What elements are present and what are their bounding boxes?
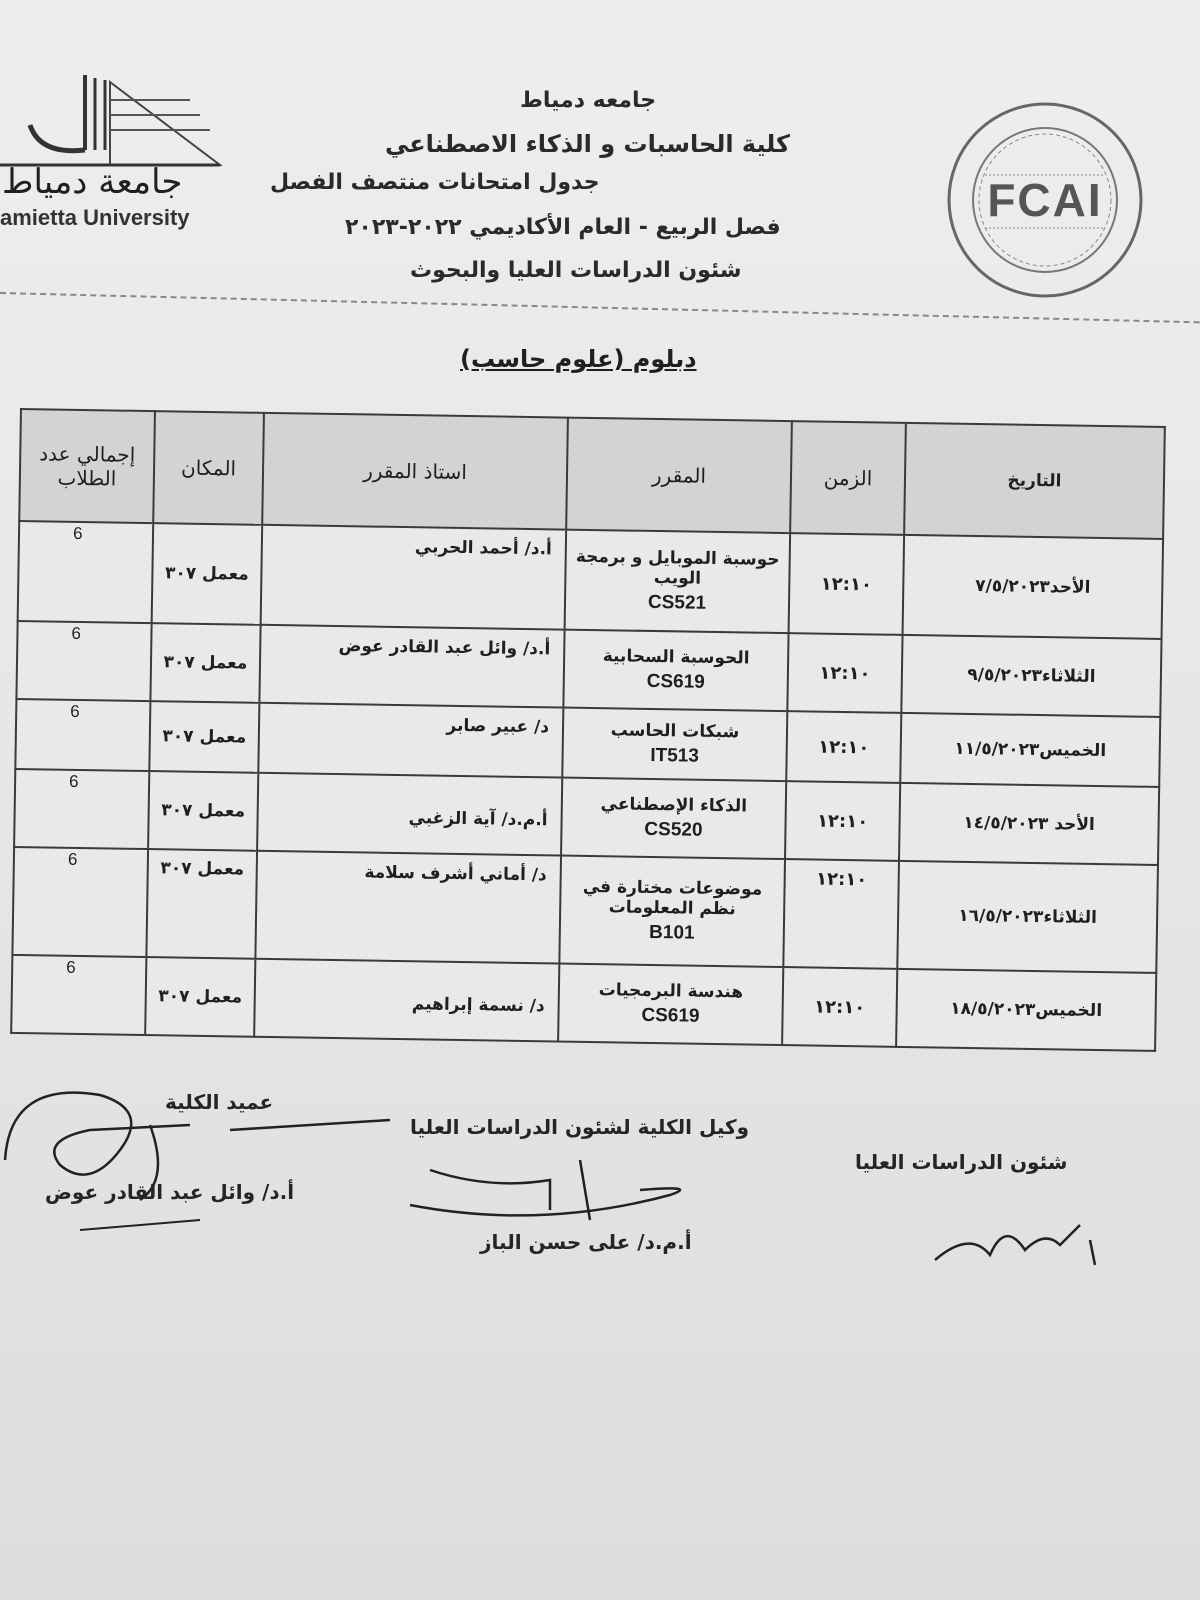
student-count: 6 xyxy=(66,957,76,977)
course-name: الذكاء الإصطناعي xyxy=(600,794,748,817)
student-count: 6 xyxy=(71,623,82,643)
course-name: موضوعات مختارة في نظم المعلومات xyxy=(582,876,763,920)
cell-time: ١٢:١٠ xyxy=(786,711,901,783)
cell-professor xyxy=(255,851,561,964)
exam-table xyxy=(10,408,1166,1052)
cell-count xyxy=(14,769,149,849)
cell-place xyxy=(145,957,255,1037)
cell-professor xyxy=(258,703,563,778)
table-row xyxy=(18,521,1163,639)
cell-course xyxy=(565,530,791,634)
program-title: دبلوم (علوم حاسب) xyxy=(460,345,697,373)
cell-date: الثلاثاء٩/٥/٢٠٢٣ xyxy=(901,635,1161,717)
cell-course xyxy=(559,856,785,968)
cell-professor xyxy=(261,525,567,630)
student-count: 6 xyxy=(70,701,80,721)
course-code: IT513 xyxy=(650,744,700,767)
vice-dean-title: وكيل الكلية لشئون الدراسات العليا xyxy=(410,1115,750,1139)
header-semester: فصل الربيع - العام الأكاديمي ٢٠٢٢-٢٠٢٣ xyxy=(345,215,781,240)
cell-date: الخميس١١/٥/٢٠٢٣ xyxy=(900,713,1160,787)
course-code: CS619 xyxy=(641,1004,700,1027)
header-time: الزمن xyxy=(790,421,906,535)
cell-place xyxy=(150,623,260,703)
cell-date: الثلاثاء١٦/٥/٢٠٢٣ xyxy=(897,861,1158,973)
table-header-row xyxy=(19,409,1165,539)
cell-course xyxy=(558,964,783,1046)
professor-name: د/ نسمة إبراهيم xyxy=(411,994,545,1017)
course-code: CS520 xyxy=(644,818,703,841)
cell-time: ١٢:١٠ xyxy=(789,533,905,635)
cell-count xyxy=(15,699,150,771)
dean-signature-icon xyxy=(0,1070,400,1250)
cell-professor xyxy=(254,959,559,1042)
professor-name: د/ عبير صابر xyxy=(446,715,550,738)
exam-schedule-table xyxy=(10,408,1140,1052)
place-name: معمل ٣٠٧ xyxy=(160,858,245,880)
place-name: معمل ٣٠٧ xyxy=(163,652,248,674)
header-course: المقرر xyxy=(566,418,792,534)
course-code: CS619 xyxy=(646,670,705,693)
professor-name: أ.د/ وائل عبد القادر عوض xyxy=(338,636,551,660)
course-name: هندسة البرمجيات xyxy=(598,980,744,1003)
place-name: معمل ٣٠٧ xyxy=(162,726,247,748)
cell-count xyxy=(16,621,151,701)
header-faculty: كلية الحاسبات و الذكاء الاصطناعي xyxy=(385,130,791,158)
dean-title: عميد الكلية xyxy=(165,1090,274,1114)
university-logo xyxy=(0,70,240,240)
place-name: معمل ٣٠٧ xyxy=(158,986,243,1008)
professor-name: أ.د/ أحمد الحربي xyxy=(414,537,553,560)
professor-name: د/ أماني أشرف سلامة xyxy=(364,862,547,886)
course-name: حوسبة الموبايل و برمجة الويب xyxy=(575,546,780,589)
table-row xyxy=(11,955,1156,1051)
vice-dean-signature-icon xyxy=(400,1150,720,1240)
cell-date: الأحد ١٤/٥/٢٠٢٣ xyxy=(899,783,1159,865)
student-count: 6 xyxy=(72,523,83,543)
header-place: المكان xyxy=(153,411,264,525)
cell-professor xyxy=(259,625,564,708)
student-count: 6 xyxy=(68,771,79,791)
seal-text: FCAI xyxy=(987,174,1103,226)
cell-place xyxy=(149,701,259,773)
cell-place xyxy=(148,771,258,851)
header-university: جامعه دمياط xyxy=(520,88,657,113)
header-date: التاريخ xyxy=(904,423,1165,539)
cell-professor xyxy=(257,773,562,856)
course-name: الحوسبة السحابية xyxy=(602,646,750,669)
cell-time: ١٢:١٠ xyxy=(787,633,902,713)
course-code: CS521 xyxy=(647,591,707,614)
header-student-count: إجمالي عدد الطلاب xyxy=(19,409,155,523)
place-name: معمل ٣٠٧ xyxy=(164,563,249,585)
cell-time: ١٢:١٠ xyxy=(785,781,900,861)
cell-place xyxy=(152,523,263,625)
header-schedule-title: جدول امتحانات منتصف الفصل xyxy=(270,170,600,195)
graduate-studies-title: شئون الدراسات العليا xyxy=(855,1150,1068,1174)
cell-course xyxy=(562,708,787,782)
header-department: شئون الدراسات العليا والبحوث xyxy=(410,258,742,283)
cell-count xyxy=(11,955,146,1035)
cell-time: ١٢:١٠ xyxy=(782,967,897,1047)
student-count: 6 xyxy=(67,849,78,869)
place-name: معمل ٣٠٧ xyxy=(161,800,246,822)
university-english-name: amietta University xyxy=(0,205,190,230)
course-code: B101 xyxy=(648,921,695,944)
cell-course xyxy=(563,630,788,712)
cell-date: الخميس١٨/٥/٢٠٢٣ xyxy=(896,969,1156,1051)
professor-name: أ.م.د/ آية الزغبي xyxy=(408,808,548,831)
cell-course xyxy=(561,778,786,860)
cell-count xyxy=(12,847,148,957)
vice-dean-name: أ.م.د/ على حسن الباز xyxy=(480,1230,692,1254)
dean-name: أ.د/ وائل عبد القادر عوض xyxy=(45,1180,295,1204)
cell-place xyxy=(146,849,257,959)
table-row xyxy=(12,847,1158,973)
cell-time: ١٢:١٠ xyxy=(783,859,899,969)
university-logo-icon xyxy=(0,70,240,170)
cell-count xyxy=(18,521,154,623)
cell-date: الأحد٧/٥/٢٠٢٣ xyxy=(903,535,1164,639)
graduate-studies-signature-icon xyxy=(930,1210,1110,1280)
university-arabic-name: جامعة دمياط xyxy=(2,162,183,202)
header-professor: استاذ المقرر xyxy=(262,413,568,530)
faculty-seal xyxy=(945,100,1145,300)
course-name: شبكات الحاسب xyxy=(610,720,740,743)
